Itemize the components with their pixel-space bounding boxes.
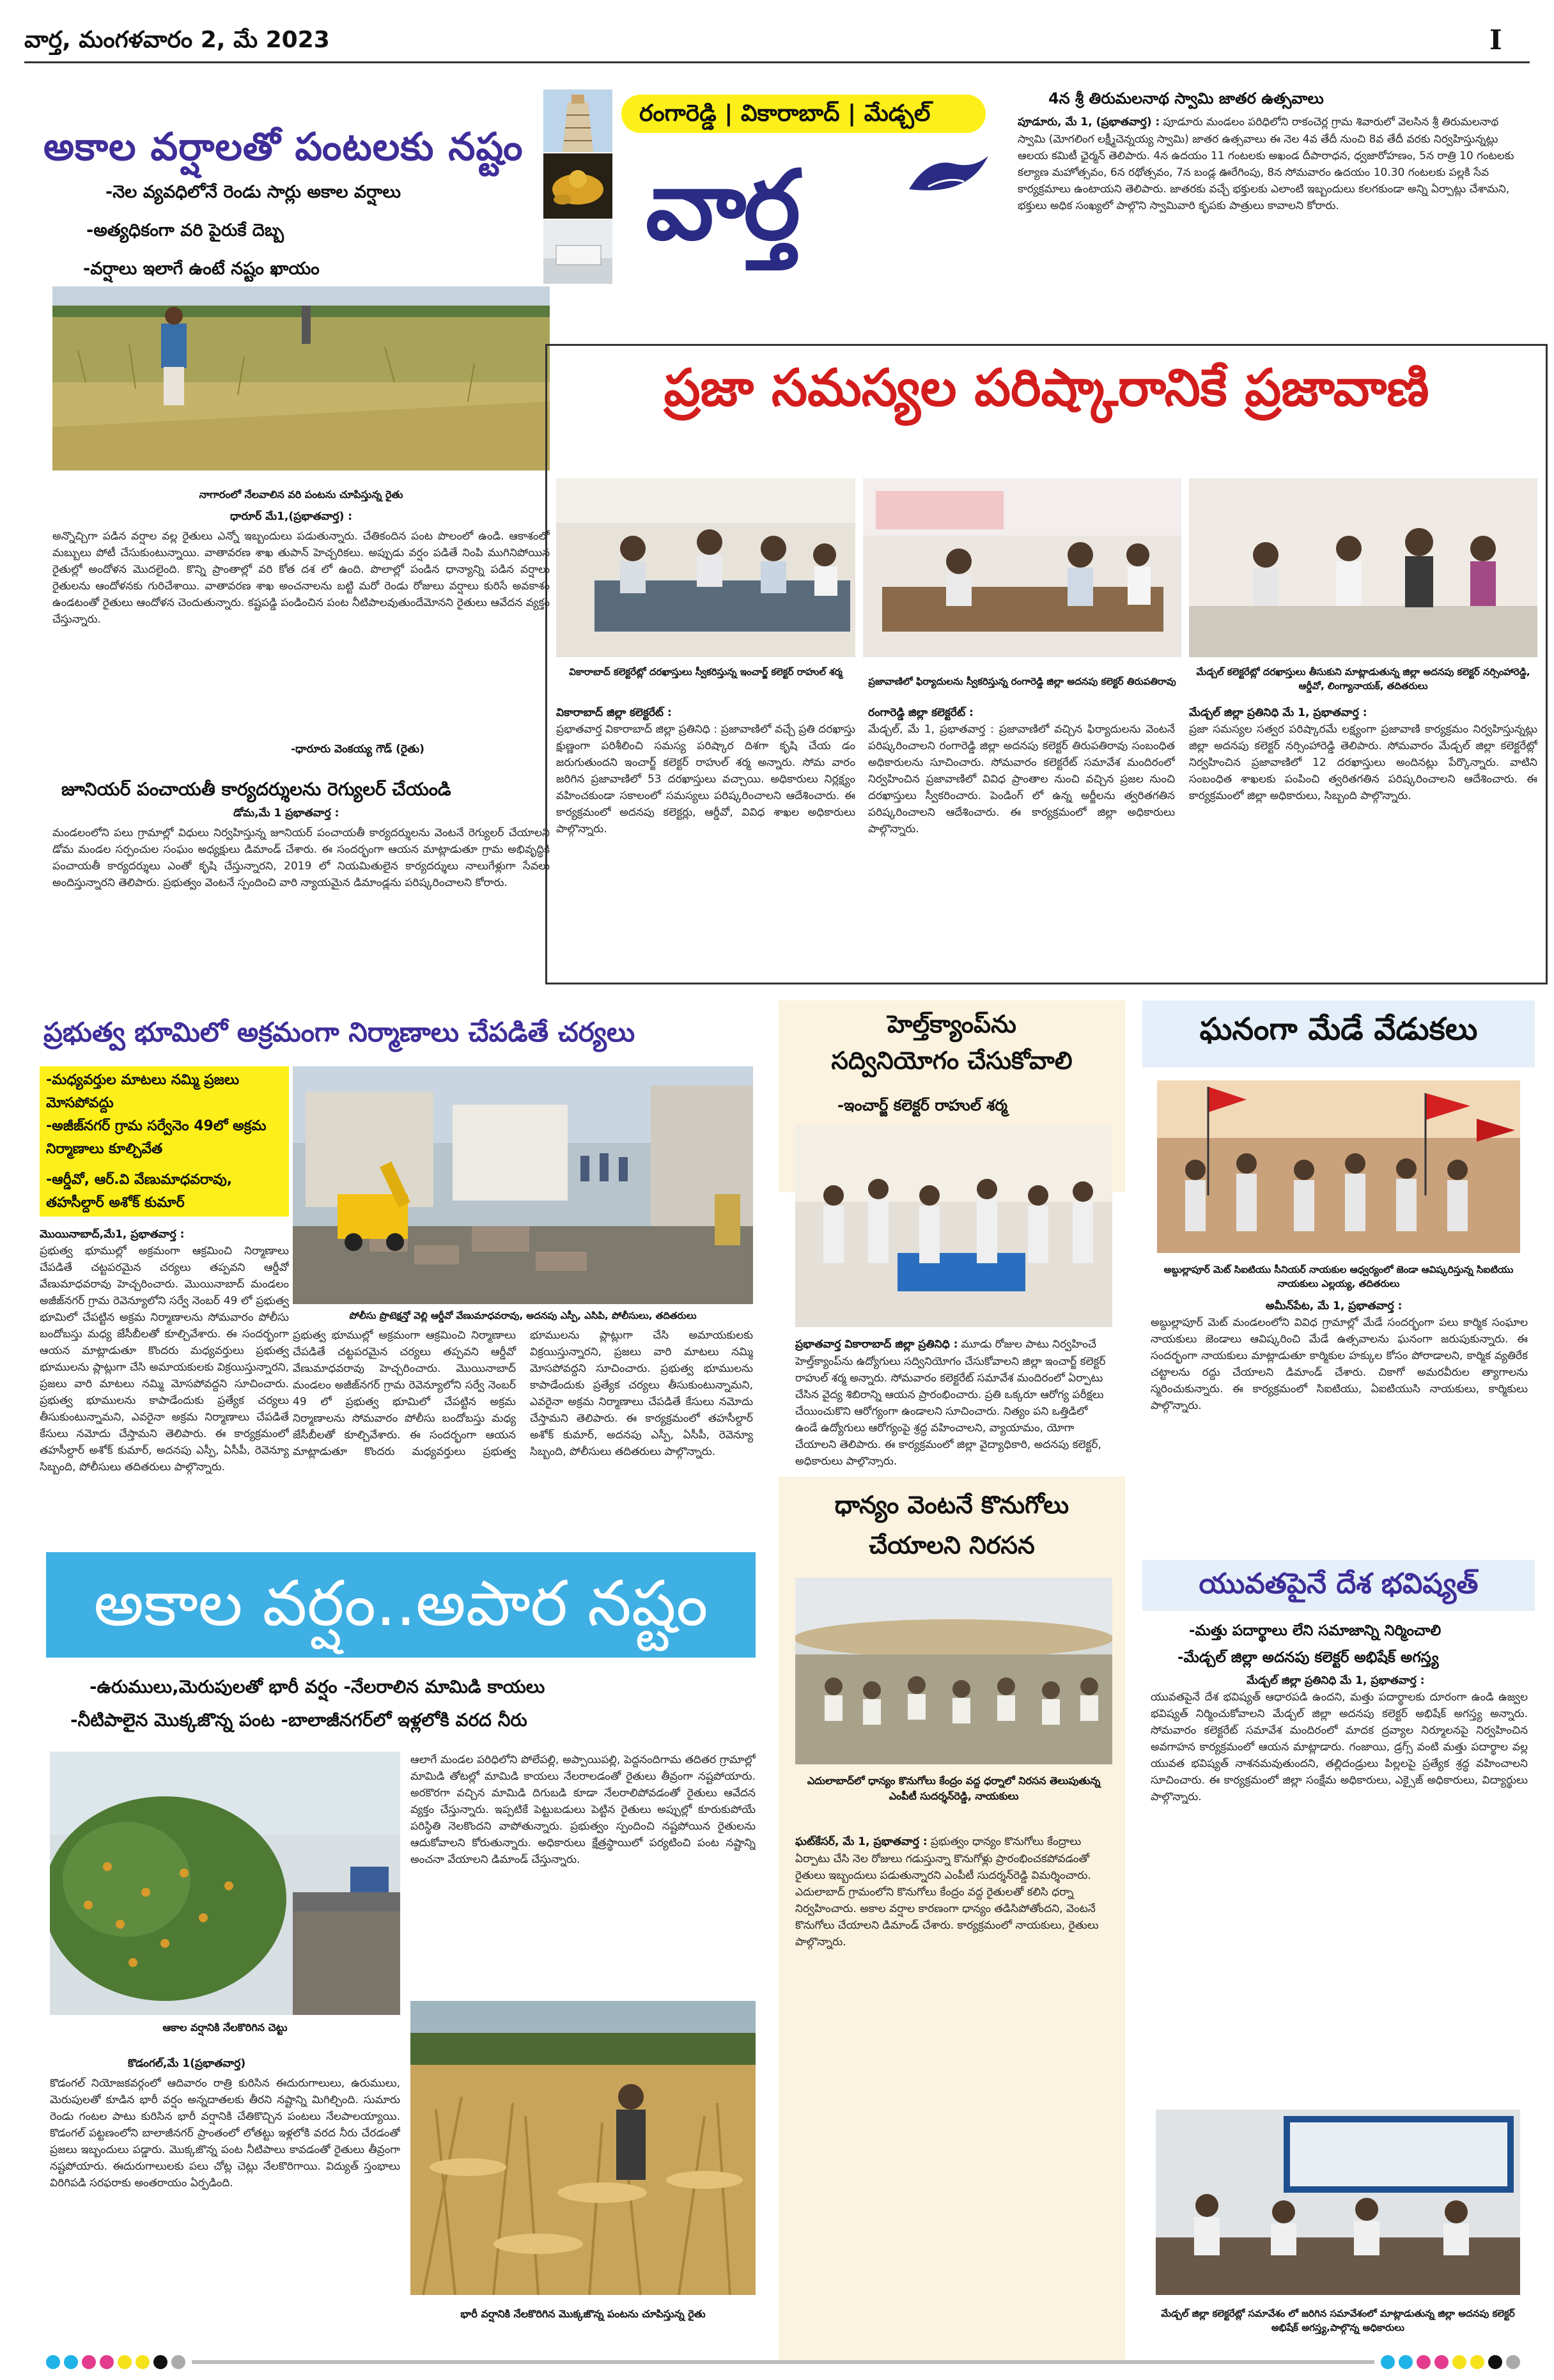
registration-dot xyxy=(1470,2355,1484,2369)
registration-dot xyxy=(1399,2355,1413,2369)
district-banner-text: రంగారెడ్డి | వికారాబాద్ | మేడ్చల్ xyxy=(639,100,931,127)
prajavani-col2-body: మేడ్చల్, మే 1, ప్రభాతవార్త : ప్రజావాణిలో వచ్చిన ఫిర్యాదులను వెంటనే పరిష్కరించాలని రంగారెడ్డి జిల్లా అదనపు కలెక్టర్ తిరుపతిరావు సంబంధిత అధికారులను సూచించారు. సోమవారం కలెక్టరేట్ సమావేశ మందిరంలో నిర్వహించిన ప్రజావాణిలో వివిధ ప్రాంతాల నుంచి వచ్చిన ప్రజల నుంచి దరఖాస్తులు స్వీకరించారు. పెండింగ్ లో ఉన్న అర్జీలను త్వరితగతిన పరిష్కరించాలని ఆదేశించారు. ఈ కార్యక్రమంలో జిల్లా అధికారులు పాల్గొన్నారు. xyxy=(868,723,1175,836)
health-camp-photo xyxy=(795,1125,1112,1327)
youth-sub-2: -మేడ్చల్ జిల్లా అదనపు కలెక్టర్ అభిషేక్ అగస్త్య xyxy=(1177,1649,1439,1666)
govt-land-headline: ప్రభుత్వ భూమిలో అక్రమంగా నిర్మాణాలు చేపడితే చర్యలు xyxy=(43,1016,635,1048)
health-text xyxy=(795,1336,1112,1467)
prajavani-col1-dateline: వికారాబాద్ జిల్లా కలెక్టరేట్ : xyxy=(556,706,672,719)
akaala-top-caption: నాగారంలో నేలవాలిన వరి పంటను చూపిస్తున్న రైతు xyxy=(199,488,403,501)
mayday-photo xyxy=(1157,1080,1520,1253)
event-photo xyxy=(543,220,612,284)
akaala-big-sub-2: -నీటిపాలైన మొక్కజొన్న పంట -బాలాజీనగర్‌లో ఇళ్లలోకి వరద నీరు xyxy=(70,1709,527,1731)
akaala-big-dateline: కొడంగల్,మే 1(ప్రభాతవార్త) xyxy=(128,2057,246,2070)
akaala-top-sub-3: -వర్షాలు ఇలాగే ఉంటే నష్టం ఖాయం xyxy=(83,259,320,279)
akaala-top-body: అన్నొచ్చిగా పడిన వర్షాల వల్ల రైతులు ఎన్నో ఇబ్బందులు పడుతున్నారు. చేతికందిన పంట పొలంలో ఉండి. ఆకాశంలో మబ్బులు పోటీ చేసుకుంటున్నాయి. వాతావరణ శాఖ తుపాన్ హెచ్చరికలు. అప్పుడు వర్షం పడితే నింపి ముగినిపోయిన రైతుల్లో అందోళన మొదలైంది. కొన్ని ప్రాంతాల్లో వరి కోత దశ లో ఉంది. పొలాల్లో పండిన ధాన్యాన్ని పడిన వర్షాలు రైతులను ఆందోళనకు గురిచేశాయి. వాతావరణ శాఖ అంచనాలను బట్టి మరో రెండు రోజులు వర్షాలు కురిసే అవకాశం ఉండటంతో రైతులు ఆందోళన చెందుతున్నారు. కష్టపడ్డి పండించిన పంట నీటిపాలవుతుందేమోనని రైతులు ఆవేదన వ్యక్తం చేస్తున్నారు. xyxy=(52,530,550,626)
prajavani-photo-3 xyxy=(1189,478,1537,657)
dhanyam-headline-2: చేయాలని నిరసన xyxy=(869,1531,1035,1559)
registration-dot xyxy=(1434,2355,1449,2369)
akaala-top-headline: అకాల వర్షాలతో పంటలకు నష్టం xyxy=(43,125,524,169)
registration-dot xyxy=(1381,2355,1395,2369)
akaala-top-sub-2: -అత్యధికంగా వరి పైరుకే దెబ్బ xyxy=(86,221,284,240)
prajavani-photo-2 xyxy=(863,478,1181,657)
fallen-tree-caption: ఆకాల వర్షానికి నేలకొరిగిన చెట్టు xyxy=(162,2021,288,2034)
youth-sub-1: -మత్తు పదార్థాలు లేని సమాజాన్ని నిర్మించాలి xyxy=(1189,1622,1441,1639)
paddy-field-photo xyxy=(52,286,550,471)
akaala-big-headline: అకాల వర్షం..అపార నష్టం xyxy=(93,1567,708,1640)
govt-land-text xyxy=(40,1226,289,1534)
prajavani-col-2 xyxy=(868,704,1175,976)
akaala-top-dateline: ధారూర్ మే1,(ప్రభాతవార్త) : xyxy=(230,510,353,523)
registration-dot xyxy=(82,2355,96,2369)
jatara-body: పూడూరు మండలం పరిధిలోని రాకంచెర్ల గ్రామ శివారులో వెలసిన శ్రీ తిరుమలనాథ స్వామి (మోగలింగ లక్ష్మీచెన్నయ్య స్వామి) జాతర ఉత్సవాలు ఈ నెల 4వ తేదీ నుంచి 8వ తేదీ వరకు నిర్వహిస్తున్నట్లు ఆలయ కమిటీ ఛైర్మన్ తెలిపారు. 4న ఉదయం 11 గంటలకు అఖండ దీపారాధన, ధ్వజారోహణం, 5న రాత్రి 10 గంటలకు కల్యాణ మహోత్సవం, 6న రథోత్సవం, 7న బండ్ల ఊరేగింపు, 8న సోమవారం ఉదయం 10.30 గంటలకు పల్లకి సేవ కార్యక్రమాలు ఉంటాయని తెలిపారు. జాతరకు వచ్చే భక్తులకు ఎలాంటి ఇబ్బందులు కలగకుండా అన్ని ఏర్పాట్లు చేశామని, భక్తులు అధిక సంఖ్యలో పాల్గొని స్వామివారి కృపకు పాత్రులు కావాలని కోరారు. xyxy=(1018,116,1514,212)
mayday-dateline: అమీన్‌పేట, మే 1, ప్రభాతవార్త : xyxy=(1266,1300,1402,1312)
youth-dateline: మేడ్చల్ జిల్లా ప్రతినిధి మే 1, ప్రభాతవార్త : xyxy=(1247,1674,1425,1687)
youth-text xyxy=(1151,1672,1528,2094)
maize-field-photo xyxy=(410,2001,756,2295)
masthead: వార్త, మంగళవారం 2, మే 2023 xyxy=(24,27,330,53)
prajavani-caption-1: వికారాబాద్ కలెక్టరేట్లో దరఖాస్తులు స్వీకరిస్తున్న ఇంచార్జ్ కలెక్టర్ రాహుల్ శర్మ xyxy=(569,666,843,678)
mayday-body: అబ్దుల్లాపూర్ మెట్ మండలంలోని వివిధ గ్రామాల్లో మేడే సందర్భంగా పలు కార్మిక సంఘాల నాయకులు జెండాలు ఆవిష్కరించి మేడే ఉత్సవాలను ఘనంగా జరుపుకున్నారు. ఈ సందర్భంగా నాయకులు మాట్లాడుతూ కార్మికుల హక్కుల కోసం పోరాడాలని, కార్మిక వ్యతిరేక చట్టాలను రద్దు చేయాలని డిమాండ్ చేశారు. చికాగో అమరవీరుల త్యాగాలను స్మరించుకున్నారు. ఈ కార్యక్రమంలో సిఐటియు, ఏఐటియుసి నాయకులు, కార్మికులు పాల్గొన్నారు. xyxy=(1151,1316,1528,1412)
temple-photo xyxy=(543,89,612,152)
govt-land-body-cont xyxy=(293,1327,753,1533)
health-headline-1: హెల్త్‌క్యాంప్‌ను xyxy=(887,1010,1016,1038)
registration-dot xyxy=(64,2355,78,2369)
mayday-headline: ఘనంగా మేడే వేడుకలు xyxy=(1199,1011,1478,1047)
registration-dot xyxy=(1417,2355,1431,2369)
dhanyam-dateline: ఘట్‌కేసర్, మే 1, ప్రభాతవార్త : xyxy=(795,1835,928,1848)
mayday-caption: అబ్దుల్లాపూర్ మెట్ సిఐటియు సీనియర్ నాయకుల ఆధ్వర్యంలో జెండా ఆవిష్కరిస్తున్న సిఐటియు నాయకులు ఎల్లయ్య, తదితరులు xyxy=(1163,1264,1514,1289)
footer-rule xyxy=(192,2360,1374,2364)
govt-land-sub-3: -ఆర్డీవో, ఆర్.వి వేణుమాధవరావు, తహసీల్దార్ అశోక్ కుమార్ xyxy=(46,1172,233,1211)
registration-dot xyxy=(1506,2355,1520,2369)
vaartha-logo: వార్త xyxy=(646,149,798,261)
akaala-big-sub-1: -ఉరుములు,మెరుపులతో భారీ వర్షం -నేలరాలిన మామిడి కాయలు xyxy=(89,1676,545,1697)
govt-land-caption: పోలీసు ప్రొటెక్షన్తో వెల్లి ఆర్డీవో వేణుమాధవరావు, అదనపు ఎస్పీ, ఎసిపి, పోలీసులు, తదితరులు xyxy=(349,1310,697,1321)
govt-land-dateline: మొయినాబాద్,మే1, ప్రభాతవార్త : xyxy=(40,1228,185,1241)
registration-dot xyxy=(100,2355,114,2369)
akaala-big-body-bottom: కొడంగల్ నియోజకవర్గంలో ఆదివారం రాత్రి కురిసిన ఈదురుగాలులు, ఉరుములు, మెరుపులతో కూడిన భారీ వర్షం అన్నదాతలకు తీరని నష్టాన్ని మిగిల్చింది. సుమారు రెండు గంటల పాటు కురిసిన భారీ వర్షానికి చేతికొచ్చిన పంటలు నేలపాలయ్యాయి. కొడంగల్ పట్టణంలోని బాలాజీనగర్ ప్రాంతంలో లోతట్టు ఇళ్లలోకి వరద నీరు చేరడంతో ప్రజలు ఇబ్బందులు పడ్డారు. మొక్కజొన్న పంట నీటిపాలు కావడంతో రైతులు తీవ్రంగా నష్టపోయారు. ఈదురుగాలులకు పలు చోట్ల చెట్లు నేలకొరిగాయి. విద్యుత్ స్తంభాలు విరిగిపడి సరఫరాకు అంతరాయం ఏర్పడింది. xyxy=(50,2077,400,2189)
akaala-top-sign: -ధారూరు వెంకయ్య గౌడ్ (రైతు) xyxy=(291,743,424,756)
govt-land-body-repeat: ప్రభుత్వ భూముల్లో అక్రమంగా ఆక్రమించి నిర్మాణాలు చేపడితే చట్టపరమైన చర్యలు తప్పవని ఆర్డీవో వేణుమాధవరావు హెచ్చరించారు. మొయినాబాద్ మండలం అజీజ్‌నగర్ గ్రామ రెవెన్యూలోని సర్వే నెంబర్ 49 లో ప్రభుత్వ భూమిలో చేపట్టిన అక్రమ నిర్మాణాలను సోమవారం పోలీసు బందోబస్తు మధ్య జేసీబీలతో కూల్చివేశారు. ఈ సందర్భంగా ఆయన మాట్లాడుతూ కొందరు మధ్యవర్తులు ప్రభుత్వ భూములను ప్లాట్లుగా చేసి అమాయకులకు విక్రయిస్తున్నారని, ప్రజలు వారి మాటలు నమ్మి మోసపోవద్దని సూచించారు. ప్రభుత్వ భూములను కాపాడేందుకు ప్రత్యేక చర్యలు తీసుకుంటున్నామని, ఎవరైనా అక్రమ నిర్మాణాలు చేపడితే కేసులు నమోదు చేస్తామని తెలిపారు. ఈ కార్యక్రమంలో తహసీల్దార్ అశోక్ కుమార్, అదనపు ఎస్పీ, ఏసీపీ, రెవెన్యూ సిబ్బంది, పోలీసులు తదితరులు పాల్గొన్నారు. xyxy=(293,1329,753,1458)
jatara-headline: 4న శ్రీ తిరుమలనాథ స్వామి జాతర ఉత్సవాలు xyxy=(1048,89,1324,107)
header-rule xyxy=(24,61,1530,63)
youth-caption: మేడ్చల్ జిల్లా కలెక్టరేట్లో సమావేశం లో జరిగిన సమావేశంలో మాట్లాడుతున్న జిల్లా అదనపు కలెక్టర్ అభిషేక్ అగస్త్య,పాల్గొన్న అధికారులు xyxy=(1161,2308,1515,2333)
prajavani-caption-3: మేడ్చల్ కలెక్టరేట్లో దరఖాస్తులు తీసుకుని మాట్లాడుతున్న జిల్లా అదనపు కలెక్టర్ నర్సింహారెడ్డి, ఆర్డీవో, లింగ్యానాయక్, తదితరులు xyxy=(1196,666,1530,692)
prajavani-col3-body: ప్రజా సమస్యల సత్వర పరిష్కారమే లక్ష్యంగా ప్రజావాణి కార్యక్రమం నిర్వహిస్తున్నట్లు జిల్లా అదనపు కలెక్టర్ నర్సింహారెడ్డి తెలిపారు. సోమవారం మేడ్చల్ జిల్లా కలెక్టరేట్లో నిర్వహించిన ప్రజావాణిలో 12 దరఖాస్తులు అందినట్లు పేర్కొన్నారు. వాటిని సంబంధిత శాఖలకు పంపించి త్వరితగతిన పరిష్కరించాలని ఆదేశించారు. ఈ కార్యక్రమంలో జిల్లా అధికారులు, సిబ్బంది పాల్గొన్నారు. xyxy=(1189,723,1537,802)
health-dateline: ప్రభాతవార్త వికారాబాద్ జిల్లా ప్రతినిధి : xyxy=(795,1338,958,1351)
junior-body: మండలంలోని పలు గ్రామాల్లో విధులు నిర్వహిస్తున్న జూనియర్ పంచాయతీ కార్యదర్శులను వెంటనే రెగ్యులర్ చేయాలని డోమ మండల సర్పంచుల సంఘం అధ్యక్షులు డిమాండ్ చేశారు. ఈ సందర్భంగా ఆయన మాట్లాడుతూ గ్రామ అభివృద్ధికి పంచాయతీ కార్యదర్శులు ఎంతో కృషి చేస్తున్నారని, 2019 లో నియమితులైన కార్యదర్శులు నాలుగేళ్లుగా సేవలు అందిస్తున్నారని తెలిపారు. ప్రభుత్వం వెంటనే స్పందించి వారి న్యాయమైన డిమాండ్లను పరిష్కరించాలని కోరారు. xyxy=(52,827,550,889)
dhanyam-headline-1: ధాన్యం వెంటనే కొనుగోలు xyxy=(834,1491,1069,1519)
akaala-big-body-right: ఆలాగే మండల పరిధిలోని పోలేపల్లి, అప్పాయిపల్లి, పెద్దనందిగామ తదితర గ్రామాల్లో మామిడి తోటల్లో మామిడి కాయలు నేలరాలడంతో రైతులు తీవ్రంగా నష్టపోయారు. అరకొరగా వచ్చిన మామిడి దిగుబడి కూడా నేలరాలిపోవడంతో రైతులు ఆవేదన వ్యక్తం చేస్తున్నారు. ఇప్పటికే పెట్టుబడులు పెట్టిన రైతులు అప్పుల్లో కూరుకుపోయే పరిస్థితి నెలకొందని వాపోతున్నారు. ప్రభుత్వం స్పందించి నష్టపోయిన రైతులను ఆదుకోవాలని కోరుతున్నారు. అధికారులు క్షేత్రస్థాయిలో పర్యటించి పంట నష్టాన్ని అంచనా వేయాలని డిమాండ్ చేస్తున్నారు. xyxy=(410,1754,756,1866)
mayday-text xyxy=(1151,1298,1528,1547)
jatara-text-block xyxy=(1018,114,1516,341)
page-number: I xyxy=(1489,24,1502,56)
prajavani-col-1 xyxy=(556,704,855,976)
youth-body: యువతపైనే దేశ భవిష్యత్ ఆధారపడి ఉందని, మత్తు పదార్థాలకు దూరంగా ఉండి ఉజ్వల భవిష్యత్ నిర్మించుకోవాలని మేడ్చల్ జిల్లా అదనపు కలెక్టర్ అభిషేక్ అగస్త్య అన్నారు. సోమవారం కలెక్టరేట్ సమావేశ మందిరంలో మాదక ద్రవ్యాల నిర్మూలనపై నిర్వహించిన అవగాహన కార్యక్రమంలో ఆయన మాట్లాడారు. గంజాయి, డ్రగ్స్ వంటి మత్తు పదార్థాల వల్ల యువత భవిష్యత్ నాశనమవుతుందని, తల్లిదండ్రులు పిల్లలపై ప్రత్యేక శ్రద్ధ వహించాలని సూచించారు. ఈ కార్యక్రమంలో జిల్లా సంక్షేమ అధికారులు, ఎక్సైజ్ అధికారులు, విద్యార్థులు పాల్గొన్నారు. xyxy=(1151,1691,1528,1803)
dhanyam-protest-photo xyxy=(795,1578,1112,1764)
prajavani-col2-dateline: రంగారెడ్డి జిల్లా కలెక్టరేట్ : xyxy=(868,706,974,719)
govt-land-body: ప్రభుత్వ భూముల్లో అక్రమంగా ఆక్రమించి నిర్మాణాలు చేపడితే చట్టపరమైన చర్యలు తప్పవని ఆర్డీవో వేణుమాధవరావు హెచ్చరించారు. మొయినాబాద్ మండలం అజీజ్‌నగర్ గ్రామ రెవెన్యూలోని సర్వే నెంబర్ 49 లో ప్రభుత్వ భూమిలో చేపట్టిన అక్రమ నిర్మాణాలను సోమవారం పోలీసు బందోబస్తు మధ్య జేసీబీలతో కూల్చివేశారు. ఈ సందర్భంగా ఆయన మాట్లాడుతూ కొందరు మధ్యవర్తులు ప్రభుత్వ భూములను ప్లాట్లుగా చేసి అమాయకులకు విక్రయిస్తున్నారని, ప్రజలు వారి మాటలు నమ్మి మోసపోవద్దని సూచించారు. ప్రభుత్వ భూములను కాపాడేందుకు ప్రత్యేక చర్యలు తీసుకుంటున్నామని, ఎవరైనా అక్రమ నిర్మాణాలు చేపడితే కేసులు నమోదు చేస్తామని తెలిపారు. ఈ కార్యక్రమంలో తహసీల్దార్ అశోక్ కుమార్, అదనపు ఎస్పీ, ఏసీపీ, రెవెన్యూ సిబ్బంది, పోలీసులు తదితరులు పాల్గొన్నారు. xyxy=(40,1245,289,1474)
youth-meeting-photo xyxy=(1156,2110,1520,2295)
prajavani-photo-1 xyxy=(556,478,855,657)
registration-dot xyxy=(118,2355,132,2369)
fallen-tree-photo xyxy=(50,1752,400,2015)
registration-dot xyxy=(1452,2355,1466,2369)
junior-headline: జూనియర్ పంచాయతీ కార్యదర్శులను రెగ్యులర్ చేయండి xyxy=(61,779,451,800)
junior-dateline: డోమ,మే 1 ప్రభాతవార్త : xyxy=(233,807,339,820)
bird-icon xyxy=(903,151,992,208)
prajavani-col-3 xyxy=(1189,704,1537,976)
dhanyam-body: ప్రభుత్వం ధాన్యం కొనుగోలు కేంద్రాలు ఏర్పాటు చేసి నెల రోజులు గడుస్తున్నా కొనుగోళ్లు ప్రారంభించకపోవడంతో రైతులు ఇబ్బందులు పడుతున్నారని ఎంపీటీ సుదర్శన్‌రెడ్డి విమర్శించారు. ఎదులాబాద్ గ్రామంలోని కొనుగోలు కేంద్రం వద్ద రైతులతో కలిసి ధర్నా నిర్వహించారు. అకాల వర్షాల కారణంగా ధాన్యం తడిసిపోతోందని, వెంటనే కొనుగోలు చేయాలని డిమాండ్ చేశారు. కార్యక్రమంలో నాయకులు, రైతులు పాల్గొన్నారు. xyxy=(795,1835,1099,1948)
akaala-top-sub-1: -నెల వ్యవధిలోనే రెండు సార్లు అకాల వర్షాలు xyxy=(105,182,401,202)
dhanyam-caption: ఎదులాబాద్‌లో ధాన్యం కొనుగోలు కేంద్రం వద్ద ధర్నాలో నిరసన తెలుపుతున్న ఎంపీటీ సుదర్శన్‌రెడ్డి, నాయకులు xyxy=(807,1775,1101,1802)
registration-dot xyxy=(1488,2355,1502,2369)
registration-dot xyxy=(153,2355,167,2369)
prajavani-headline: ప్రజా సమస్యల పరిష్కారానికే ప్రజావాణి xyxy=(664,358,1429,417)
prajavani-caption-2: ప్రజావాణిలో ఫిర్యాదులను స్వీకరిస్తున్న రంగారెడ్డి జిల్లా అదనపు కలెక్టర్ తిరుపతిరావు xyxy=(868,676,1176,687)
prajavani-col1-body: ప్రభాతవార్త వికారాబాద్ జిల్లా ప్రతినిధి : ప్రజావాణిలో వచ్చే ప్రతి దరఖాస్తు క్షుణ్ణంగా పరిశీలించి సమస్య పరిష్కార దిశగా కృషి చేయ డం జరుగుతుందని ఇంచార్జ్ కలెక్టర్ రాహుల్ శర్మ అన్నారు. సోమ వారం జరిగిన ప్రజావాణిలో 53 దరఖాస్తులు వచ్చాయి. అధికారులు నిర్లక్ష్యం వహించకుండా సకాలంలో సమస్యలు పరిష్కరించాలని ఆదేశించారు. ఈ కార్యక్రమంలో అదనపు కలెక్టర్లు, ఆర్డీవో, వివిధ శాఖల అధికారులు పాల్గొన్నారు. xyxy=(556,723,855,836)
health-headline-2: సద్వినియోగం చేసుకోవాలి xyxy=(831,1046,1073,1075)
govt-land-sub-2: -అజీజ్‌నగర్ గ్రామ సర్వేనెం 49లో అక్రమ నిర్మాణాలు కూల్చివేత xyxy=(46,1118,267,1157)
registration-dot xyxy=(136,2355,150,2369)
maize-field-caption: భారీ వర్షానికి నేలకొరిగిన మొక్కజొన్న పంటను చూపిస్తున్న రైతు xyxy=(460,2308,706,2320)
dhanyam-text xyxy=(795,1833,1112,2345)
registration-dot xyxy=(171,2355,185,2369)
deity-photo xyxy=(543,153,612,219)
registration-dot xyxy=(46,2355,60,2369)
prajavani-col3-dateline: మేడ్చల్ జిల్లా ప్రతినిధి మే 1, ప్రభాతవార్త : xyxy=(1189,706,1367,719)
govt-land-sub-1: -మధ్యవర్తుల మాటలు నమ్మి ప్రజలు మోసపోవద్దు xyxy=(46,1072,240,1111)
health-sub: -ఇంచార్జ్ కలెక్టర్ రాహుల్ శర్మ xyxy=(837,1096,1007,1114)
youth-headline: యువతపైనే దేశ భవిష్యత్ xyxy=(1199,1567,1479,1600)
demolition-photo xyxy=(293,1066,753,1304)
health-body: మూడు రోజుల పాటు నిర్వహించే హెల్త్‌క్యాంప్‌ను ఉద్యోగులు సద్వినియోగం చేసుకోవాలని జిల్లా ఇంచార్జ్ కలెక్టర్ రాహుల్ శర్మ అన్నారు. సోమవారం కలెక్టరేట్ సమావేశ మందిరంలో ఏర్పాటు చేసిన వైద్య శిబిరాన్ని ఆయన ప్రారంభించారు. ప్రతి ఒక్కరూ ఆరోగ్య పరీక్షలు చేయించుకొని ఆరోగ్యంగా ఉండాలని సూచించారు. నిత్యం పని ఒత్తిడిలో ఉండే ఉద్యోగులు ఆరోగ్యంపై శ్రద్ధ వహించాలని, వ్యాయామం, యోగా చేయాలని తెలిపారు. ఈ కార్యక్రమంలో జిల్లా వైద్యాధికారి, అదనపు కలెక్టర్, అధికారులు పాల్గొన్నారు. xyxy=(795,1338,1106,1467)
jatara-dateline: పూడూరు, మే 1, (ప్రభాతవార్త) : xyxy=(1018,116,1160,128)
